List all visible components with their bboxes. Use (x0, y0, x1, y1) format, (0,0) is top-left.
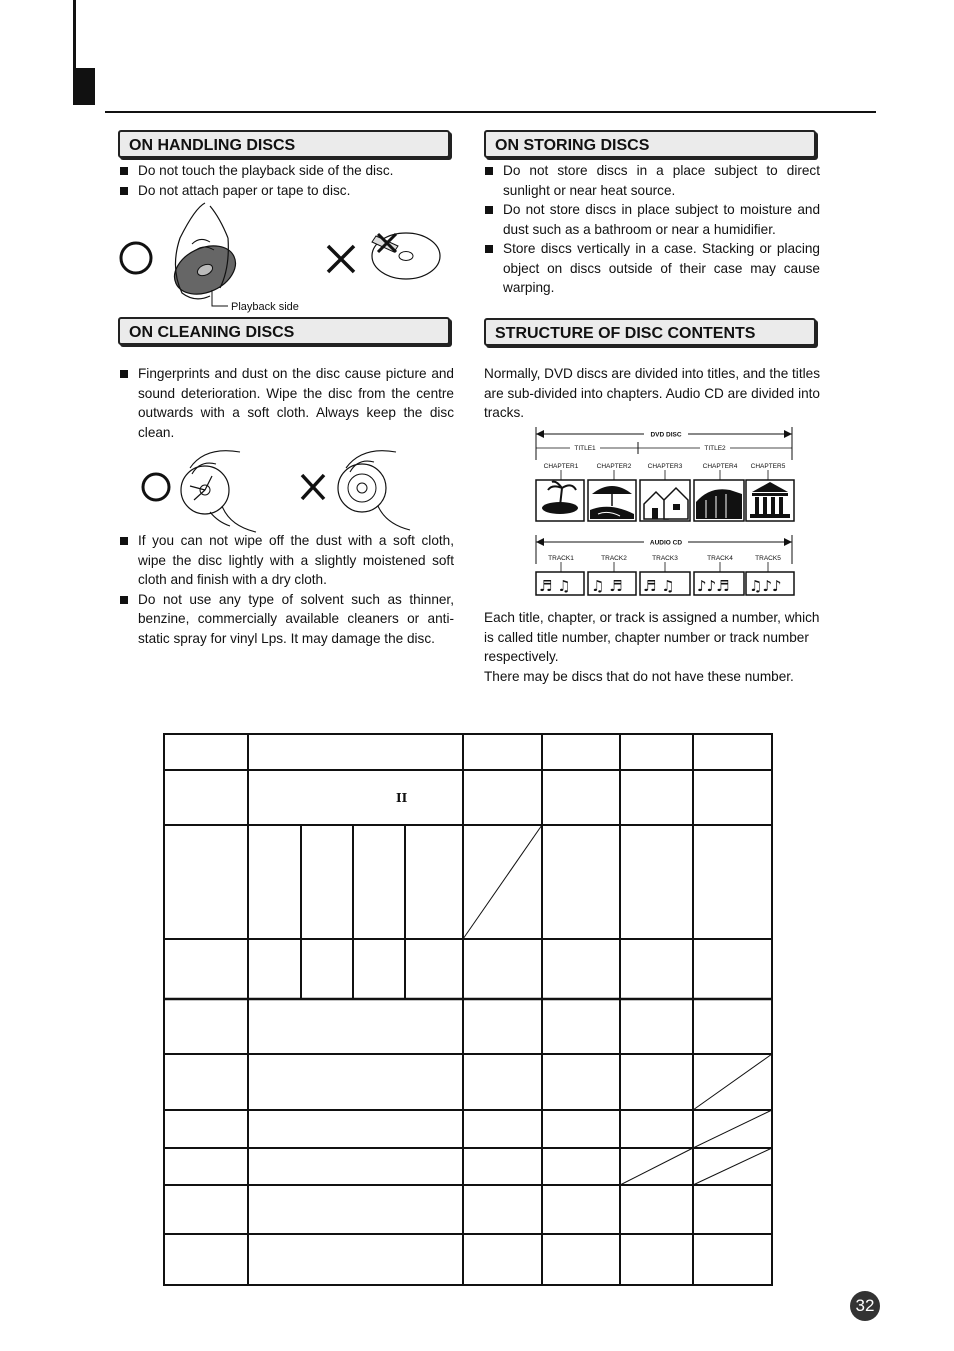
incorrect-cross-icon (302, 475, 324, 499)
chapter-label-1: CHAPTER1 (543, 463, 579, 470)
handling-section-title: ON HANDLING DISCS (118, 130, 450, 158)
svg-text:♬ ♫: ♬ ♫ (643, 577, 675, 595)
track-label-2: TRACK2 (601, 555, 627, 562)
spec-table-grid (160, 730, 776, 1290)
cleaning-list-top (119, 364, 454, 442)
structure-intro: Normally, DVD discs are divided into titles, and the titles are sub-divided into chapters. Audio CD are divided into tracks. (484, 366, 820, 420)
disc-structure-diagram (530, 424, 800, 599)
chapter-label-4: CHAPTER4 (702, 463, 738, 470)
storing-section-title: ON STORING DISCS (484, 130, 816, 158)
handling-item-2: Do not attach paper or tape to disc. (119, 181, 454, 201)
chapter-label-2: CHAPTER2 (596, 463, 632, 470)
track-label-1: TRACK1 (548, 555, 574, 562)
page-tab-line (73, 0, 76, 70)
storing-item-3: Store discs vertically in a case. Stacking or placing object on discs outside of their case may cause warping. (484, 239, 820, 298)
playback-side-caption: Playback side (231, 301, 299, 313)
structure-section-title: STRUCTURE OF DISC CONTENTS (484, 318, 816, 346)
table-border (164, 734, 772, 1285)
structure-outro-line-1: Each title, chapter, or track is assigned a number, which is called title number, chapter number or track number respectively. (484, 610, 820, 664)
wiping-disc-correct-icon (181, 451, 256, 532)
title-label-2: TITLE2 (704, 445, 726, 452)
cleaning-item-3: Do not use any type of solvent such as thinner, benzine, commercially available cleaners or anti-static spray for vinyl Lps. It may damage the disc. (119, 590, 454, 649)
correct-circle-icon (121, 243, 151, 273)
track-label-4: TRACK4 (707, 555, 733, 562)
cleaning-item-2: If you can not wipe off the dust with a soft cloth, wipe the disc lightly with a slightly moistened soft cloth and finish with a dry cloth. (119, 531, 454, 590)
page-tab-marker (73, 68, 95, 105)
track-label-5: TRACK5 (755, 555, 781, 562)
cleaning-item-1: Fingerprints and dust on the disc cause picture and sound deterioration. Wipe the disc from the centre outwards with a soft cloth. Always keep the disc clean. (119, 364, 454, 442)
svg-text:♫ ♬: ♫ ♬ (591, 577, 623, 595)
storing-item-2: Do not store discs in place subject to moisture and dust such as a bathroom or near a humidifier. (484, 200, 820, 239)
chapter-image-temple (746, 480, 794, 521)
track-label-3: TRACK3 (652, 555, 678, 562)
handling-illustration (110, 198, 450, 316)
storing-list (484, 161, 820, 298)
hand-holding-disc-icon (167, 203, 244, 303)
chapter-image-houses (640, 480, 690, 521)
dvd-disc-label: DVD DISC (650, 431, 682, 439)
svg-text:♫♪♪: ♫♪♪ (749, 577, 782, 595)
storing-item-1: Do not store discs in a place subject to direct sunlight or near heat source. (484, 161, 820, 200)
chapter-label-3: CHAPTER3 (647, 463, 683, 470)
audio-cd-label: AUDIO CD (649, 539, 683, 547)
cleaning-section-title: ON CLEANING DISCS (118, 317, 450, 345)
header-rule (105, 111, 876, 113)
chapter-image-umbrella (588, 480, 636, 521)
page-number-badge: 32 (850, 1291, 880, 1321)
incorrect-cross-icon (328, 246, 354, 272)
handling-item-1: Do not touch the playback side of the disc. (119, 161, 454, 181)
chapter-image-city (694, 480, 744, 521)
cleaning-illustration (130, 446, 420, 534)
handling-list (119, 161, 454, 200)
wiping-disc-circular-icon (338, 451, 410, 530)
cleaning-list-bottom (119, 531, 454, 648)
disc-with-tape-icon (372, 233, 440, 279)
chapter-image-beach (536, 480, 584, 521)
structure-outro-line-2: There may be discs that do not have these number. (484, 668, 794, 684)
svg-text:♬ ♫: ♬ ♫ (539, 577, 571, 595)
correct-circle-icon (143, 474, 169, 500)
svg-text:♪♪♬: ♪♪♬ (697, 577, 730, 595)
title-label-1: TITLE1 (574, 445, 596, 452)
structure-outro (484, 608, 824, 686)
roman-numeral-mark: II (396, 791, 408, 805)
chapter-label-5: CHAPTER5 (750, 463, 786, 470)
